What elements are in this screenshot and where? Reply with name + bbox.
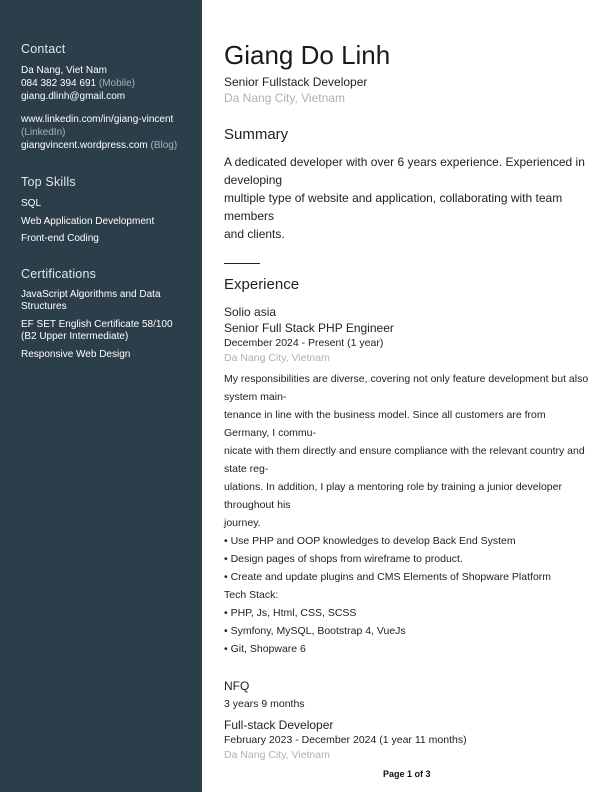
summary-text [224,153,596,243]
contact-location: Da Nang, Viet Nam [21,65,107,76]
cert-item [21,349,197,362]
desc-line: ulations. In addition, I play a mentoring role by training a junior developer [224,481,562,493]
blog-link[interactable]: giangvincent.wordpress.com [21,140,148,151]
job-entry [224,678,596,762]
phone-type: (Mobile) [98,78,135,89]
summary-title: Summary [224,126,289,143]
job-location: Da Nang City, Vietnam [224,749,330,761]
desc-line: state reg- [224,463,269,475]
person-location: Da Nang City, Vietnam [224,91,345,105]
summary-line: developing [224,173,283,187]
blog-type: (Blog) [150,140,178,151]
desc-line: journey. [224,517,261,529]
job-dates: December 2024 - Present (1 year) [224,337,384,349]
skill-item: Web Application Development [21,215,155,227]
desc-bullet: • Git, Shopware 6 [224,643,306,655]
job-dates: February 2023 - December 2024 (1 year 11 months) [224,734,467,746]
desc-bullet: • Create and update plugins and CMS Elements of Shopware Platform [224,571,552,583]
desc-bullet: • PHP, Js, Html, CSS, SCSS [224,607,357,619]
person-name: Giang Do Linh [224,40,391,70]
desc-line: My responsibilities are diverse, covering not only feature development but also [224,373,589,385]
summary-line: multiple type of website and application, collaborating with team [224,191,563,205]
certifications-heading: Certifications [21,266,97,281]
desc-line: tenance in line with the business model. Since all customers are from [224,409,546,421]
desc-bullet: • Use PHP and OOP knowledges to develop Back End System [224,535,516,547]
job-company: NFQ [224,679,250,693]
job-role: Full-stack Developer [224,718,334,732]
desc-line: system main- [224,391,287,403]
desc-bullet: • Design pages of shops from wireframe to product. [224,553,463,565]
cert-line: (B2 Upper Intermediate) [21,331,129,342]
desc-line: throughout his [224,499,291,511]
contact-heading: Contact [21,42,66,56]
contact-phone [21,77,197,90]
job-entry [224,304,596,658]
cert-item [21,289,197,314]
phone-number[interactable]: 084 382 394 691 [21,78,97,89]
skills-heading: Top Skills [21,175,76,189]
desc-line: Germany, I commu- [224,427,316,439]
desc-bullet: • Symfony, MySQL, Bootstrap 4, VueJs [224,625,406,637]
desc-line: nicate with them directly and ensure compliance with the relevant country and [224,445,585,457]
main-content [224,40,596,762]
job-description [224,370,596,658]
summary-line: members [224,209,275,223]
sidebar-content [21,42,197,366]
job-tenure: 3 years 9 months [224,698,305,710]
blog-line [21,139,197,152]
job-location: Da Nang City, Vietnam [224,352,330,364]
summary-line: A dedicated developer with over 6 years experience. Experienced in [224,155,585,169]
headline: Senior Fullstack Developer [224,75,368,89]
page-number: Page 1 of 3 [383,769,431,779]
skill-item: SQL [21,198,42,209]
contact-email[interactable]: giang.dlinh@gmail.com [21,91,126,102]
desc-line: Tech Stack: [224,589,279,601]
summary-line: and clients. [224,227,285,241]
cert-item [21,319,197,344]
linkedin-type: (LinkedIn) [21,127,66,138]
linkedin-link[interactable]: www.linkedin.com/in/giang-vincent [21,114,174,125]
experience-title: Experience [224,276,300,293]
cert-line: Structures [21,301,67,312]
sidebar [0,0,202,792]
job-role: Senior Full Stack PHP Engineer [224,321,394,335]
job-company: Solio asia [224,305,277,319]
skill-item: Front-end Coding [21,233,99,244]
cert-line: JavaScript Algorithms and Data [21,288,161,300]
cert-line: Responsive Web Design [21,348,131,360]
cert-line: EF SET English Certificate 58/100 [21,318,173,330]
